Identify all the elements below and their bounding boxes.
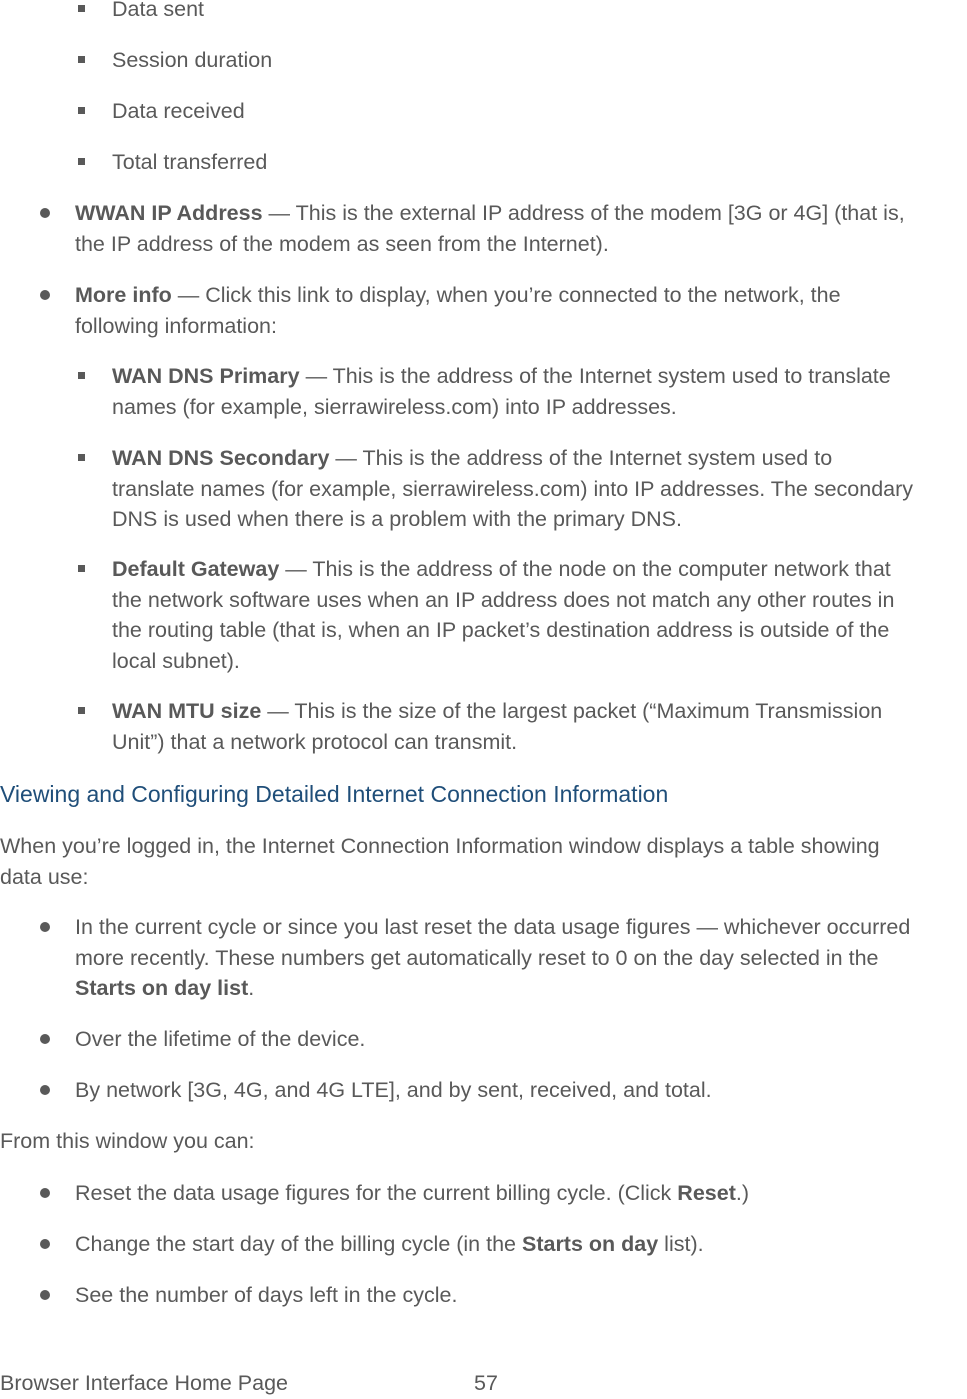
description-text: Reset the data usage figures for the current billing cycle. (Click (75, 1181, 678, 1205)
list-item-text: Data sent (112, 0, 205, 21)
term-label: More info (75, 283, 172, 307)
term-label: WWAN IP Address (75, 201, 263, 225)
paragraph-line: When you’re logged in, the Internet Connection Information window displays a table showing (0, 834, 880, 858)
square-bullet-icon (78, 56, 85, 63)
description-text: — This is the external IP address of the modem [3G or 4G] (that is, (262, 201, 905, 225)
term-label: Reset (677, 1181, 736, 1205)
description-text: DNS is used when there is a problem with the primary DNS. (112, 507, 682, 531)
from-window-paragraph: From this window you can: (0, 1129, 255, 1153)
description-text: — This is the address of the Internet system used to (329, 446, 833, 470)
round-bullet-icon (40, 1239, 50, 1249)
list-item-text: By network [3G, 4G, and 4G LTE], and by sent, received, and total. (75, 1078, 712, 1102)
square-bullet-icon (78, 107, 85, 114)
term-label: Default Gateway (112, 557, 280, 581)
description-text: list). (658, 1232, 704, 1256)
square-bullet-icon (78, 454, 85, 461)
term-label: WAN DNS Primary (112, 364, 300, 388)
list-item-text (112, 443, 967, 535)
square-bullet-icon (78, 707, 85, 714)
round-bullet-icon (40, 208, 50, 218)
term-label: WAN MTU size (112, 699, 262, 723)
list-item-text (75, 912, 967, 1004)
description-text: local subnet). (112, 648, 240, 673)
description-text: more recently. These numbers get automatically reset to 0 on the day selected in the (75, 945, 879, 970)
description-text: names (for example, sierrawireless.com) into IP addresses. (112, 394, 677, 419)
description-text: Change the start day of the billing cycle (in the (75, 1232, 522, 1256)
round-bullet-icon (40, 1188, 50, 1198)
description-text: translate names (for example, sierrawireless.com) into IP addresses. The secondary (112, 476, 914, 501)
round-bullet-icon (40, 922, 50, 932)
square-bullet-icon (78, 158, 85, 165)
list-item-text: Session duration (112, 48, 273, 72)
square-bullet-icon (78, 372, 85, 379)
footer-title: Browser Interface Home Page (0, 1371, 288, 1395)
description-text: — This is the address of the node on the computer network that (279, 557, 891, 581)
square-bullet-icon (78, 5, 85, 12)
description-text: — This is the size of the largest packet (“Maximum Transmission (261, 699, 883, 723)
list-item-text (112, 554, 967, 676)
description-text: following information: (75, 313, 277, 338)
list-item-text (75, 280, 967, 341)
round-bullet-icon (40, 290, 50, 300)
section-heading: Viewing and Configuring Detailed Internet Connection Information (0, 781, 669, 807)
square-bullet-icon (78, 565, 85, 572)
description-text: the network software uses when an IP address does not match any other routes in (112, 587, 895, 612)
list-item-text (75, 198, 967, 259)
list-item-text: See the number of days left in the cycle. (75, 1283, 458, 1307)
description-text: the routing table (that is, when an IP packet’s destination address is outside of the (112, 618, 890, 642)
round-bullet-icon (40, 1034, 50, 1044)
list-item-text: Over the lifetime of the device. (75, 1027, 366, 1051)
description-text: . (248, 976, 255, 1000)
term-label: Starts on day (521, 1232, 659, 1256)
term-label: Starts on day list (75, 976, 249, 1000)
round-bullet-icon (40, 1290, 50, 1300)
description-text: In the current cycle or since you last reset the data usage figures — whichever occurred (75, 915, 911, 939)
paragraph-line: data use: (0, 864, 89, 889)
intro-paragraph (0, 831, 960, 892)
description-text: Unit”) that a network protocol can transmit. (112, 729, 518, 754)
list-item-text (112, 361, 967, 422)
list-item-text (112, 696, 967, 757)
list-item-text: Total transferred (112, 150, 268, 174)
list-item-text: Data received (112, 99, 245, 123)
description-text: — Click this link to display, when you’re connected to the network, the (171, 283, 841, 307)
list-item-text (75, 1178, 967, 1209)
list-item-text (75, 1229, 967, 1260)
description-text: .) (735, 1181, 749, 1205)
round-bullet-icon (40, 1085, 50, 1095)
description-text: — This is the address of the Internet system used to translate (299, 364, 891, 388)
description-text: the IP address of the modem as seen from the Internet). (75, 231, 609, 256)
term-label: WAN DNS Secondary (112, 446, 330, 470)
page-number: 57 (474, 1371, 498, 1395)
